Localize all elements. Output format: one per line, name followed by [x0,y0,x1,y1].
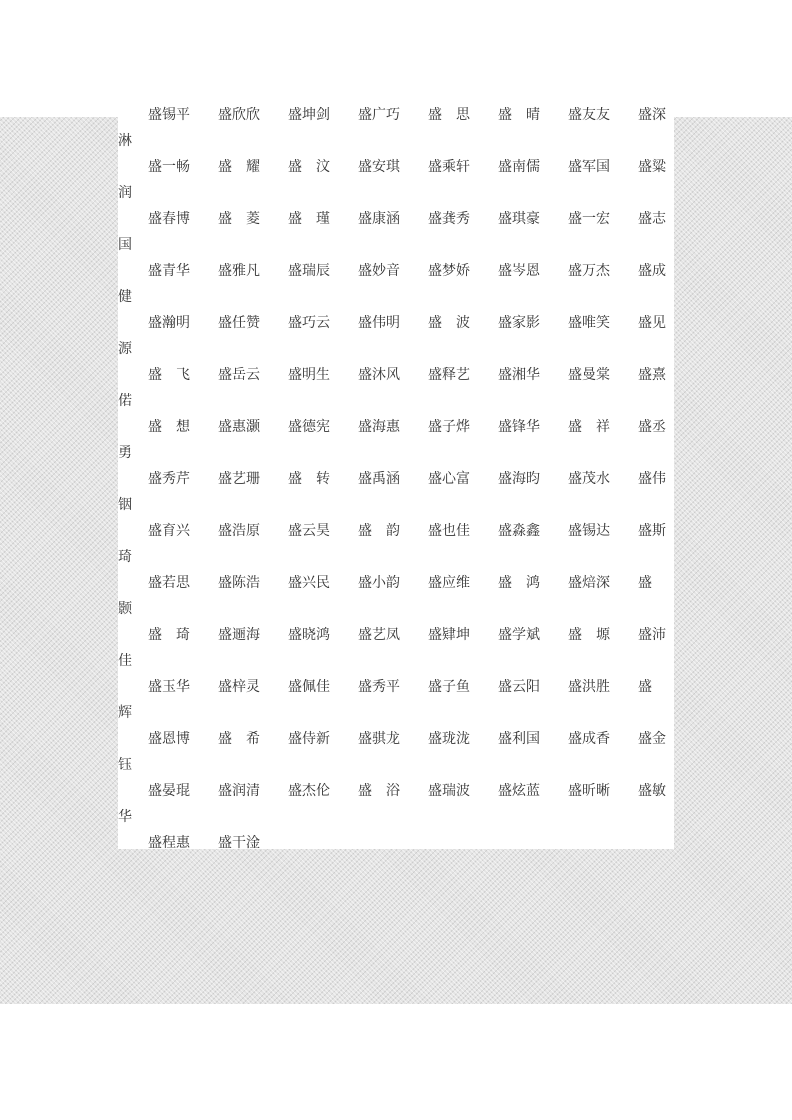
person-name: 盛金 [638,731,666,747]
person-name: 盛恩博 [148,731,190,747]
person-name: 盛昕晰 [568,783,610,799]
person-name: 盛广巧 [358,107,400,123]
person-name: 盛侍新 [288,731,330,747]
name-continuation: 华 [118,809,132,825]
person-name: 盛锋华 [498,419,540,435]
wrap-row [118,336,674,362]
person-name: 盛杰伦 [288,783,330,799]
person-name: 盛岑恩 [498,263,540,279]
person-name: 盛欣欣 [218,107,260,123]
person-name: 盛雅凡 [218,263,260,279]
person-name: 盛见 [638,315,666,331]
person-name: 盛 汶 [288,159,330,175]
name-continuation: 偌 [118,393,132,409]
person-name: 盛瑞波 [428,783,470,799]
person-name: 盛德宪 [288,419,330,435]
person-name: 盛逦海 [218,627,260,643]
wrap-row [118,648,674,674]
name-row [118,310,674,336]
person-name: 盛乘轩 [428,159,470,175]
person-name: 盛海惠 [358,419,400,435]
document-page [118,96,674,849]
person-name: 盛陈浩 [218,575,260,591]
person-name: 盛 晴 [498,107,540,123]
person-name: 盛焙深 [568,575,610,591]
person-name: 盛 飞 [148,367,190,383]
person-name: 盛若思 [148,575,190,591]
name-row [118,466,674,492]
person-name: 盛心富 [428,471,470,487]
person-name: 盛秀平 [358,679,400,695]
person-name: 盛 祥 [568,419,610,435]
person-name: 盛熹 [638,367,666,383]
name-row [118,518,674,544]
name-row [118,570,674,596]
person-name: 盛骐龙 [358,731,400,747]
person-name: 盛锡平 [148,107,190,123]
wrap-row [118,284,674,310]
name-continuation: 辉 [118,705,132,721]
person-name: 盛佩佳 [288,679,330,695]
name-row [118,830,674,856]
person-name: 盛粱 [638,159,666,175]
person-name: 盛 琦 [148,627,190,643]
wrap-row [118,596,674,622]
person-name: 盛 塬 [568,627,610,643]
person-name: 盛 鸿 [498,575,540,591]
name-continuation: 琦 [118,549,132,565]
person-name: 盛梦娇 [428,263,470,279]
name-row [118,674,674,700]
person-name: 盛深 [638,107,666,123]
person-name: 盛 韵 [358,523,400,539]
person-name: 盛云昊 [288,523,330,539]
person-name: 盛小韵 [358,575,400,591]
person-name: 盛 耀 [218,159,260,175]
name-row [118,726,674,752]
person-name: 盛沛 [638,627,666,643]
person-name: 盛龚秀 [428,211,470,227]
person-name: 盛坤剑 [288,107,330,123]
person-name: 盛锡达 [568,523,610,539]
name-continuation: 钰 [118,757,132,773]
person-name: 盛育兴 [148,523,190,539]
person-name: 盛秀芹 [148,471,190,487]
person-name: 盛湘华 [498,367,540,383]
person-name: 盛安琪 [358,159,400,175]
wrap-row [118,232,674,258]
name-row [118,362,674,388]
name-continuation: 勇 [118,445,132,461]
person-name: 盛志 [638,211,666,227]
person-name: 盛 想 [148,419,190,435]
person-name: 盛艺珊 [218,471,260,487]
name-continuation: 健 [118,289,132,305]
name-continuation: 源 [118,341,132,357]
person-name: 盛也佳 [428,523,470,539]
person-name: 盛晓鸿 [288,627,330,643]
person-name: 盛成 [638,263,666,279]
person-name: 盛沐风 [358,367,400,383]
person-name: 盛瑞辰 [288,263,330,279]
name-continuation: 佳 [118,653,132,669]
name-continuation: 国 [118,237,132,253]
person-name: 盛万杰 [568,263,610,279]
person-name: 盛炫蓝 [498,783,540,799]
person-name: 盛一畅 [148,159,190,175]
person-name: 盛成香 [568,731,610,747]
wrap-row [118,752,674,778]
person-name: 盛润清 [218,783,260,799]
person-name: 盛琪豪 [498,211,540,227]
wrap-row [118,700,674,726]
person-name: 盛应维 [428,575,470,591]
name-continuation: 颢 [118,601,132,617]
person-name: 盛 [638,575,652,591]
person-name: 盛云阳 [498,679,540,695]
person-name: 盛茂水 [568,471,610,487]
person-name: 盛淼鑫 [498,523,540,539]
person-name: 盛妙音 [358,263,400,279]
name-row [118,414,674,440]
person-name: 盛家影 [498,315,540,331]
person-name: 盛军国 [568,159,610,175]
person-name: 盛子鱼 [428,679,470,695]
person-name: 盛康涵 [358,211,400,227]
name-row [118,258,674,284]
person-name: 盛 波 [428,315,470,331]
person-name: 盛任赞 [218,315,260,331]
person-name: 盛春博 [148,211,190,227]
name-continuation: 润 [118,185,132,201]
person-name: 盛 浴 [358,783,400,799]
wrap-row [118,804,674,830]
person-name: 盛 思 [428,107,470,123]
name-list [118,102,674,856]
person-name: 盛伟明 [358,315,400,331]
person-name: 盛珑泷 [428,731,470,747]
person-name: 盛岳云 [218,367,260,383]
person-name: 盛学斌 [498,627,540,643]
person-name: 盛 瑾 [288,211,330,227]
person-name: 盛巧云 [288,315,330,331]
person-name: 盛浩原 [218,523,260,539]
person-name: 盛禹涵 [358,471,400,487]
person-name: 盛 希 [218,731,260,747]
person-name: 盛释艺 [428,367,470,383]
person-name: 盛明生 [288,367,330,383]
name-row [118,622,674,648]
person-name: 盛 转 [288,471,330,487]
person-name: 盛一宏 [568,211,610,227]
person-name: 盛晏琨 [148,783,190,799]
wrap-row [118,128,674,154]
person-name: 盛斯 [638,523,666,539]
name-row [118,154,674,180]
name-continuation: 铟 [118,497,132,513]
person-name: 盛艺凤 [358,627,400,643]
person-name: 盛洪胜 [568,679,610,695]
person-name: 盛子烨 [428,419,470,435]
person-name: 盛唯笑 [568,315,610,331]
person-name: 盛兴民 [288,575,330,591]
person-name: 盛南儒 [498,159,540,175]
person-name: 盛瀚明 [148,315,190,331]
person-name: 盛程惠 [148,835,190,851]
person-name: 盛干淦 [218,835,260,851]
wrap-row [118,388,674,414]
wrap-row [118,492,674,518]
person-name: 盛利国 [498,731,540,747]
person-name: 盛友友 [568,107,610,123]
person-name: 盛丞 [638,419,666,435]
wrap-row [118,180,674,206]
name-row [118,778,674,804]
person-name: 盛 [638,679,652,695]
name-row [118,102,674,128]
person-name: 盛青华 [148,263,190,279]
person-name: 盛惠灏 [218,419,260,435]
wrap-row [118,440,674,466]
name-continuation: 淋 [118,133,132,149]
person-name: 盛海昀 [498,471,540,487]
person-name: 盛敏 [638,783,666,799]
person-name: 盛梓灵 [218,679,260,695]
person-name: 盛 菱 [218,211,260,227]
wrap-row [118,544,674,570]
person-name: 盛曼棠 [568,367,610,383]
name-row [118,206,674,232]
person-name: 盛伟 [638,471,666,487]
person-name: 盛肄坤 [428,627,470,643]
person-name: 盛玉华 [148,679,190,695]
